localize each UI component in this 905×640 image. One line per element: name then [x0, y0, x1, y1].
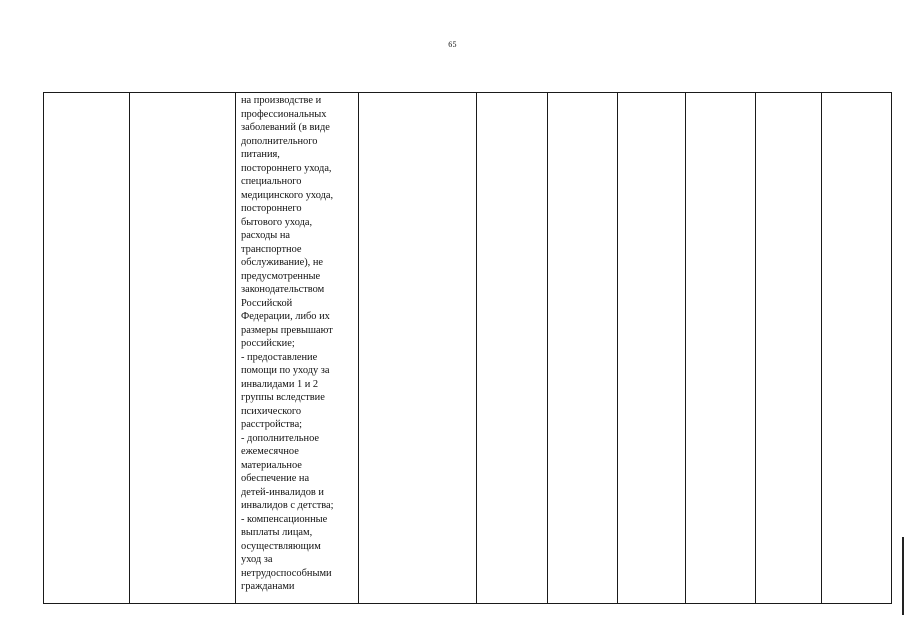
table-cell-2 [130, 93, 236, 604]
scan-edge-mark [902, 537, 904, 615]
table-row [44, 93, 892, 604]
table-cell-1 [44, 93, 130, 604]
document-table [43, 92, 892, 604]
table-cell-9 [756, 93, 822, 604]
table-cell-6 [548, 93, 618, 604]
page-number: 65 [448, 40, 457, 49]
table-cell-10 [822, 93, 892, 604]
table-cell-5 [477, 93, 548, 604]
table-cell-7 [618, 93, 686, 604]
table-cell-3-description: на производстве и профессиональных заболеваний (в виде дополнительного питания, постороннего ухода, специального медицинского ухода, постороннего бытового ухода, расходы на транспортное обслуживание), не предусмотренные законодательством Российской Федерации, либо их размеры превышают российские; - предоставление помощи по уходу за инвалидами 1 и 2 группы вследствие психического расстройства; - дополнительное ежемесячное материальное обеспечение на детей-инвалидов и инвалидов с детства; - компенсационные выплаты лицам, осуществляющим уход за нетрудоспособными гражданами [236, 93, 359, 604]
table-cell-8 [686, 93, 756, 604]
table-cell-4 [359, 93, 477, 604]
